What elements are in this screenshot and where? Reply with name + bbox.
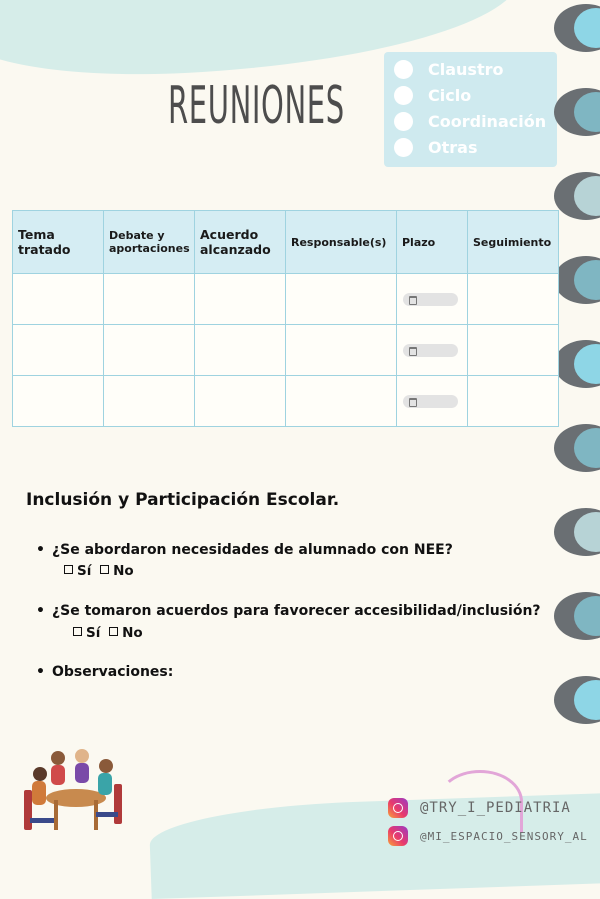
instagram-icon bbox=[388, 798, 408, 818]
meeting-type-label: Otras bbox=[428, 138, 478, 157]
instagram-icon bbox=[388, 826, 408, 846]
answer-nee bbox=[64, 563, 134, 579]
students-table-illustration-icon bbox=[18, 740, 130, 840]
cell-tema[interactable] bbox=[13, 325, 104, 376]
calendar-icon bbox=[409, 398, 417, 407]
header-responsable: Responsable(s) bbox=[286, 211, 397, 274]
table-row bbox=[13, 376, 559, 427]
question-text: Observaciones: bbox=[52, 664, 174, 680]
calendar-icon bbox=[409, 296, 417, 305]
radio-icon[interactable] bbox=[394, 60, 413, 79]
social-handle-label: @MI_ESPACIO_SENSORY_AL bbox=[420, 829, 588, 843]
binder-ring-icon bbox=[554, 676, 600, 724]
answer-no-label: No bbox=[113, 563, 134, 579]
cell-plazo bbox=[397, 376, 468, 427]
cell-acuerdo[interactable] bbox=[195, 376, 286, 427]
question-observaciones: • Observaciones: bbox=[36, 664, 174, 680]
date-picker[interactable] bbox=[403, 395, 458, 408]
cell-seguimiento[interactable] bbox=[468, 376, 559, 427]
header-acuerdo: Acuerdo alcanzado bbox=[195, 211, 286, 274]
date-picker[interactable] bbox=[403, 293, 458, 306]
radio-icon[interactable] bbox=[394, 138, 413, 157]
header-seguimiento: Seguimiento bbox=[468, 211, 559, 274]
checkbox-yes[interactable] bbox=[64, 565, 73, 574]
cell-tema[interactable] bbox=[13, 274, 104, 325]
cell-debate[interactable] bbox=[104, 274, 195, 325]
cell-responsable[interactable] bbox=[286, 325, 397, 376]
binder-ring-icon bbox=[554, 4, 600, 52]
header-tema: Tema tratado bbox=[13, 211, 104, 274]
table-row bbox=[13, 325, 559, 376]
checkbox-no[interactable] bbox=[109, 627, 118, 636]
radio-icon[interactable] bbox=[394, 112, 413, 131]
answer-no-label: No bbox=[122, 625, 143, 641]
meeting-type-option-ciclo[interactable] bbox=[394, 86, 471, 105]
answer-accesibilidad bbox=[73, 625, 143, 641]
meeting-type-label: Ciclo bbox=[428, 86, 472, 105]
meeting-type-option-otras[interactable] bbox=[394, 138, 477, 157]
radio-icon[interactable] bbox=[394, 86, 413, 105]
social-instagram-1[interactable] bbox=[388, 798, 571, 818]
header-plazo: Plazo bbox=[397, 211, 468, 274]
table-row bbox=[13, 274, 559, 325]
binder-ring-icon bbox=[554, 424, 600, 472]
meeting-type-label: Claustro bbox=[428, 60, 504, 79]
binder-ring-icon bbox=[554, 172, 600, 220]
page-title: REUNIONES bbox=[168, 76, 345, 136]
answer-yes-label: Sí bbox=[86, 625, 101, 641]
binder-ring-icon bbox=[554, 88, 600, 136]
question-nee: • ¿Se abordaron necesidades de alumnado con NEE? bbox=[36, 542, 453, 558]
answer-yes-label: Sí bbox=[77, 563, 92, 579]
cell-debate[interactable] bbox=[104, 325, 195, 376]
date-picker[interactable] bbox=[403, 344, 458, 357]
meeting-type-panel bbox=[384, 52, 557, 167]
social-handle-label: @TRY_I_PEDIATRIA bbox=[420, 800, 571, 816]
cell-acuerdo[interactable] bbox=[195, 325, 286, 376]
binder-ring-icon bbox=[554, 508, 600, 556]
social-instagram-2[interactable] bbox=[388, 826, 588, 846]
cell-seguimiento[interactable] bbox=[468, 325, 559, 376]
checkbox-no[interactable] bbox=[100, 565, 109, 574]
agreements-table bbox=[12, 210, 559, 427]
cell-plazo bbox=[397, 274, 468, 325]
cell-plazo bbox=[397, 325, 468, 376]
meeting-type-label: Coordinación bbox=[428, 112, 547, 131]
calendar-icon bbox=[409, 347, 417, 356]
question-text: ¿Se tomaron acuerdos para favorecer accesibilidad/inclusión? bbox=[52, 603, 541, 619]
cell-debate[interactable] bbox=[104, 376, 195, 427]
question-text: ¿Se abordaron necesidades de alumnado con NEE? bbox=[52, 542, 453, 558]
cell-tema[interactable] bbox=[13, 376, 104, 427]
meeting-type-option-claustro[interactable] bbox=[394, 60, 503, 79]
section-title: Inclusión y Participación Escolar. bbox=[26, 490, 340, 510]
cell-responsable[interactable] bbox=[286, 274, 397, 325]
checkbox-yes[interactable] bbox=[73, 627, 82, 636]
question-accesibilidad: • ¿Se tomaron acuerdos para favorecer accesibilidad/inclusión? bbox=[36, 603, 541, 619]
cell-acuerdo[interactable] bbox=[195, 274, 286, 325]
header-debate: Debate y aportaciones bbox=[104, 211, 195, 274]
cell-seguimiento[interactable] bbox=[468, 274, 559, 325]
binder-ring-icon bbox=[554, 340, 600, 388]
table-header-row bbox=[13, 211, 559, 274]
binder-ring-icon bbox=[554, 592, 600, 640]
meeting-type-option-coordinacion[interactable] bbox=[394, 112, 546, 131]
binder-ring-icon bbox=[554, 256, 600, 304]
cell-responsable[interactable] bbox=[286, 376, 397, 427]
